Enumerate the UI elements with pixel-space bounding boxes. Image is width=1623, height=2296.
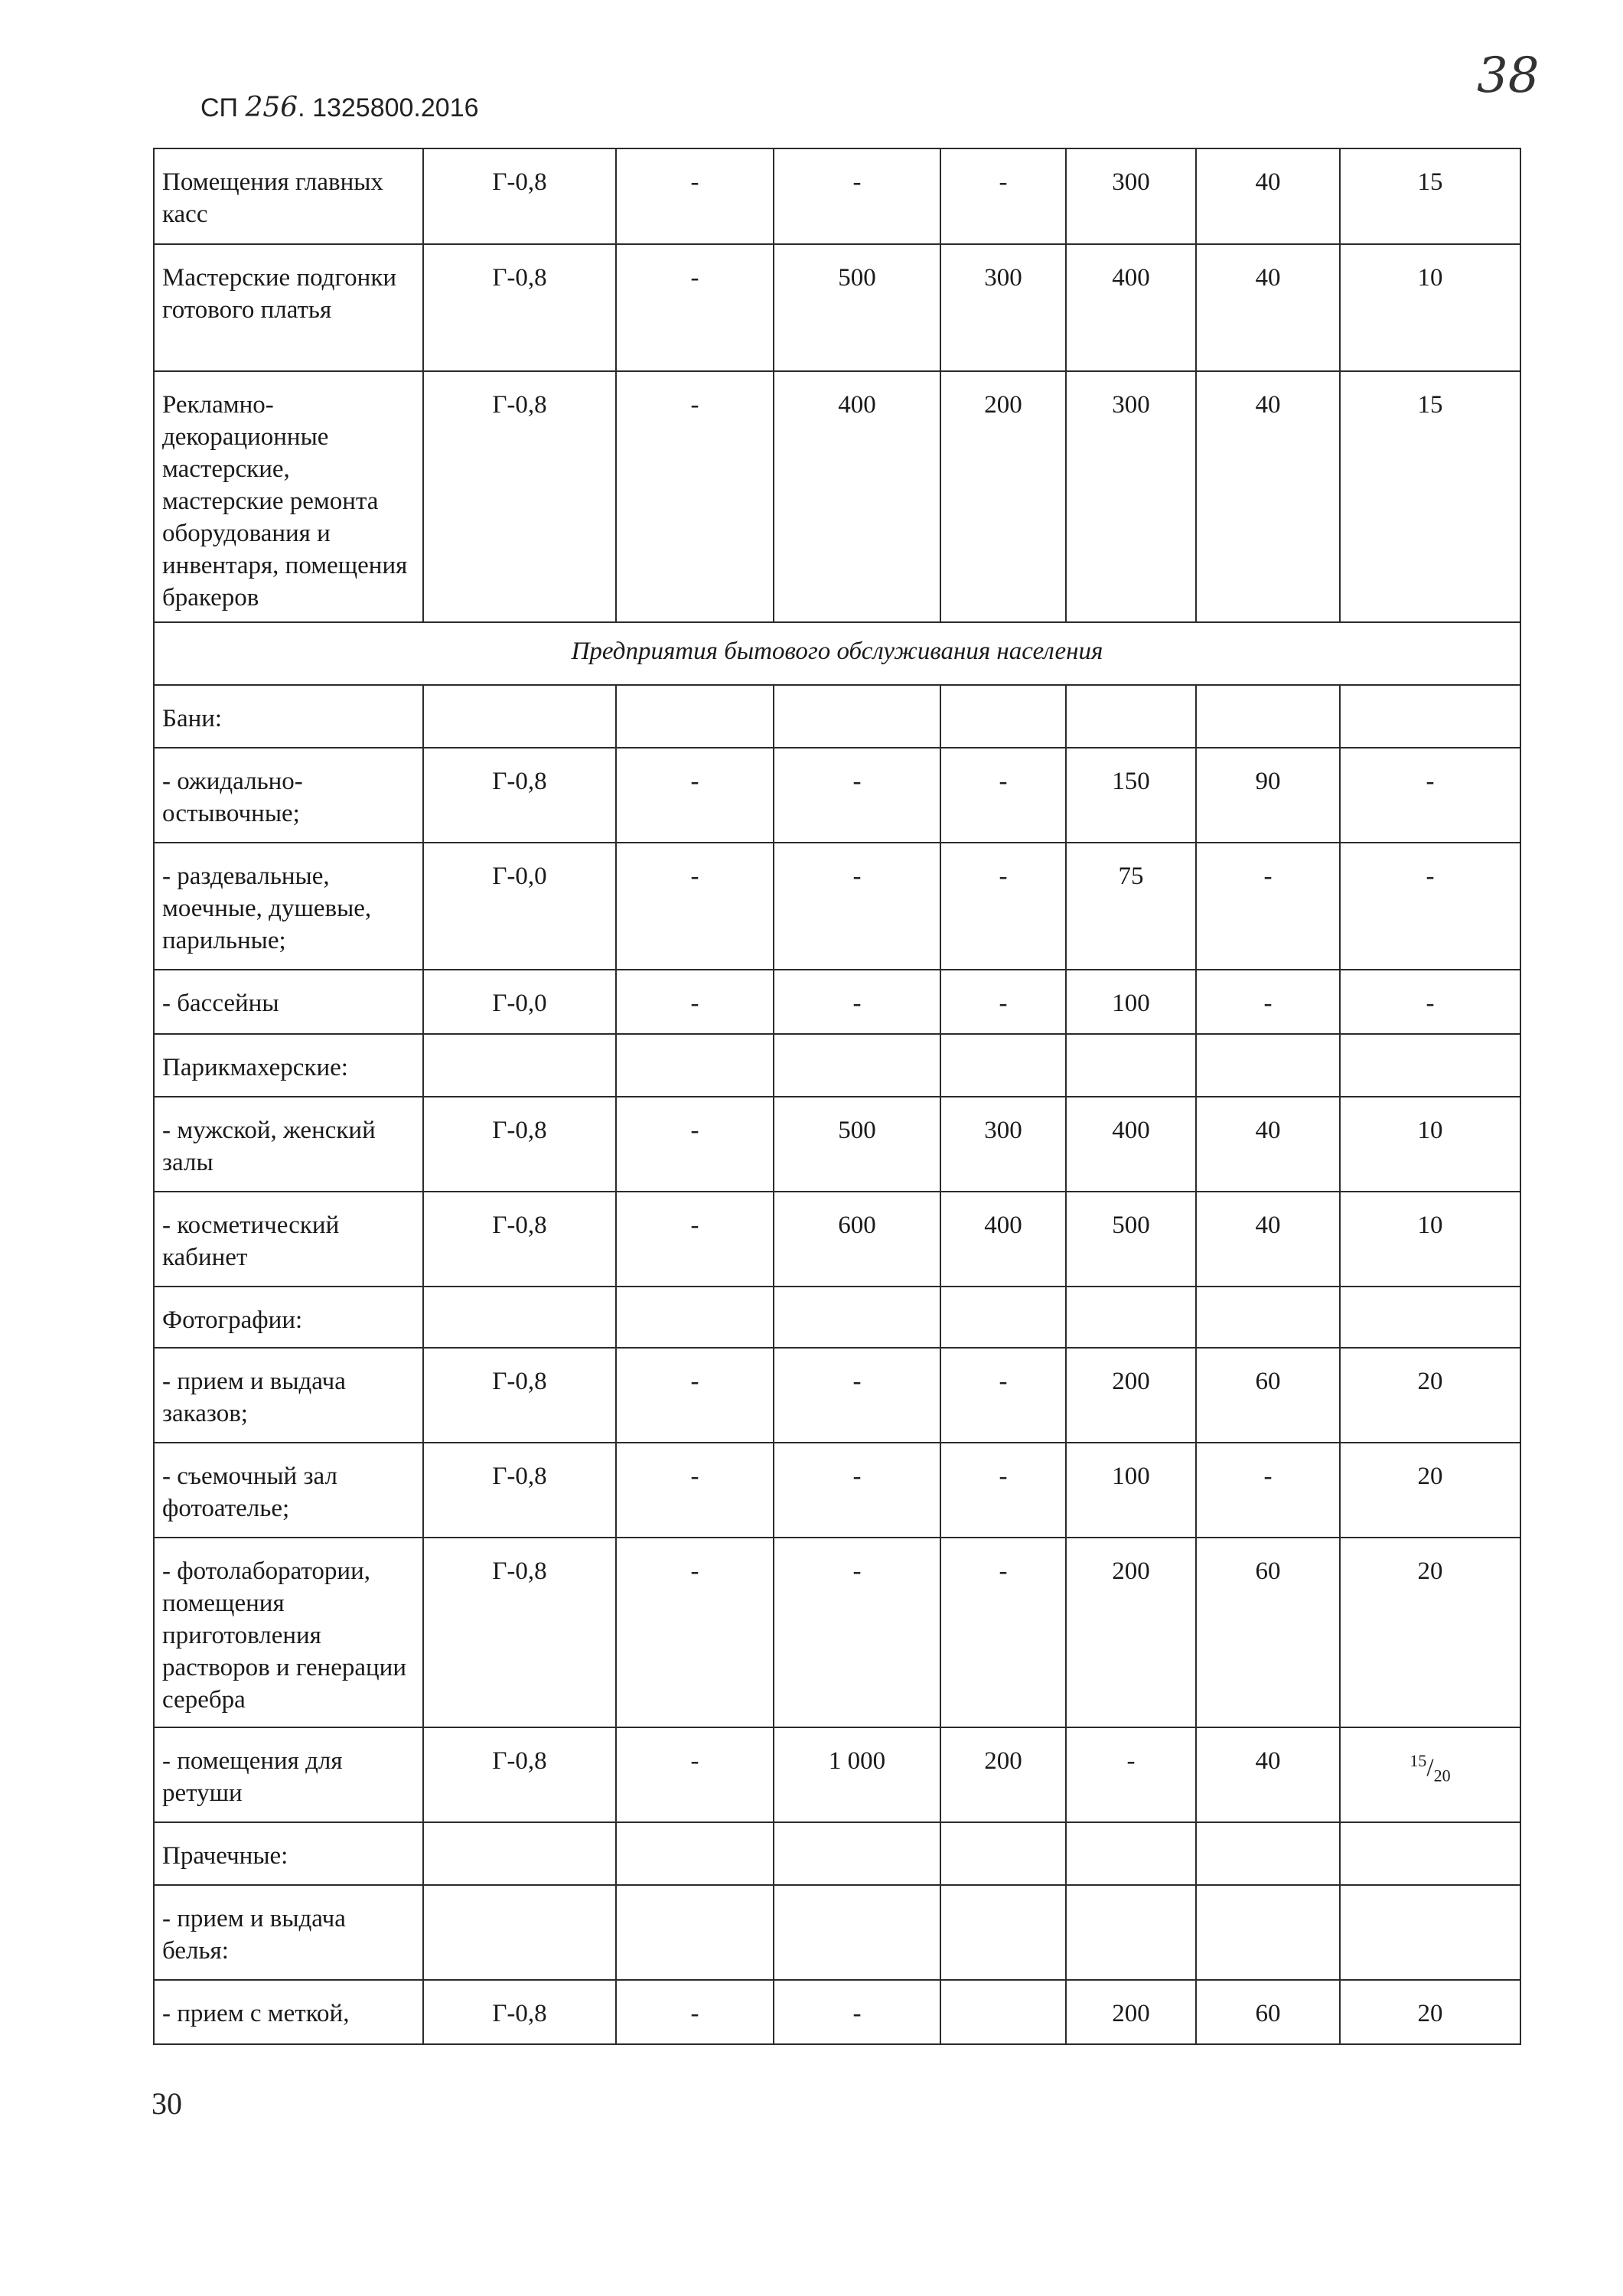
value-cell: - — [616, 1443, 774, 1538]
value-cell: 300 — [1066, 148, 1196, 244]
surface-cell: Г-0,0 — [423, 843, 616, 970]
room-name-cell: - косметический кабинет — [154, 1192, 423, 1287]
value-cell: 300 — [940, 244, 1066, 371]
handwritten-code-number: 256 — [245, 92, 298, 123]
value-cell: - — [1196, 843, 1340, 970]
table-row — [154, 1443, 1520, 1538]
table-row — [154, 1727, 1520, 1822]
value-cell: - — [774, 1443, 940, 1538]
value-cell: 150 — [1066, 748, 1196, 843]
value-cell — [616, 1822, 774, 1885]
value-cell: - — [616, 371, 774, 622]
value-cell — [940, 1287, 1066, 1348]
document-code — [200, 92, 479, 123]
room-name-cell: - прием с меткой, — [154, 1980, 423, 2044]
value-cell: 75 — [1066, 843, 1196, 970]
lighting-norms-table — [153, 148, 1521, 2045]
value-cell: - — [774, 748, 940, 843]
value-cell: - — [940, 1348, 1066, 1443]
value-cell: 200 — [940, 371, 1066, 622]
table-row — [154, 1287, 1520, 1348]
value-cell: $^{15}/_{20}$ — [1340, 1727, 1520, 1822]
room-name-cell: - помещения для ретуши — [154, 1727, 423, 1822]
value-cell — [774, 1287, 940, 1348]
surface-cell: Г-0,8 — [423, 244, 616, 371]
value-cell — [774, 1885, 940, 1980]
value-cell: 200 — [1066, 1538, 1196, 1727]
table-row — [154, 1192, 1520, 1287]
table-row — [154, 843, 1520, 970]
value-cell: - — [940, 1538, 1066, 1727]
value-cell: - — [616, 1980, 774, 2044]
surface-cell: Г-0,8 — [423, 1980, 616, 2044]
value-cell: - — [616, 1097, 774, 1192]
value-cell: - — [616, 244, 774, 371]
value-cell: 500 — [774, 244, 940, 371]
surface-cell — [423, 1885, 616, 1980]
table-row — [154, 1980, 1520, 2044]
value-cell: 1 000 — [774, 1727, 940, 1822]
surface-cell: Г-0,0 — [423, 970, 616, 1034]
value-cell: - — [1196, 970, 1340, 1034]
value-cell: 400 — [940, 1192, 1066, 1287]
value-cell — [1340, 685, 1520, 748]
value-cell: 20 — [1340, 1443, 1520, 1538]
value-cell: 300 — [940, 1097, 1066, 1192]
value-cell: - — [616, 148, 774, 244]
room-name-cell: - съемочный зал фотоателье; — [154, 1443, 423, 1538]
room-name-cell: Прачечные: — [154, 1822, 423, 1885]
value-cell — [940, 1885, 1066, 1980]
value-cell: 400 — [1066, 244, 1196, 371]
value-cell: 60 — [1196, 1980, 1340, 2044]
value-cell: 60 — [1196, 1538, 1340, 1727]
surface-cell: Г-0,8 — [423, 748, 616, 843]
section-title: Предприятия бытового обслуживания населения — [154, 622, 1520, 685]
value-cell: 40 — [1196, 1097, 1340, 1192]
value-cell: 500 — [1066, 1192, 1196, 1287]
room-name-cell: - мужской, женский залы — [154, 1097, 423, 1192]
surface-cell: Г-0,8 — [423, 1443, 616, 1538]
room-name-cell: Рекламно-декорационные мастерские, мастерские ремонта оборудования и инвентаря, помещения бракеров — [154, 371, 423, 622]
value-cell: - — [774, 1348, 940, 1443]
value-cell — [774, 685, 940, 748]
value-cell — [1340, 1885, 1520, 1980]
value-cell: 400 — [1066, 1097, 1196, 1192]
value-cell: - — [1340, 843, 1520, 970]
section-row — [154, 622, 1520, 685]
value-cell — [1066, 1287, 1196, 1348]
value-cell: 20 — [1340, 1348, 1520, 1443]
room-name-cell: - раздевальные, моечные, душевые, парильные; — [154, 843, 423, 970]
table-row — [154, 1538, 1520, 1727]
surface-cell: Г-0,8 — [423, 1192, 616, 1287]
value-cell: 100 — [1066, 1443, 1196, 1538]
surface-cell — [423, 1034, 616, 1097]
value-cell: - — [616, 1192, 774, 1287]
room-name-cell: - бассейны — [154, 970, 423, 1034]
value-cell: 200 — [940, 1727, 1066, 1822]
value-cell — [1066, 1885, 1196, 1980]
table-row — [154, 685, 1520, 748]
room-name-cell: - фотолаборатории, помещения приготовления растворов и генерации серебра — [154, 1538, 423, 1727]
value-cell — [616, 1034, 774, 1097]
room-name-cell: Помещения главных касс — [154, 148, 423, 244]
value-cell — [1066, 685, 1196, 748]
value-cell: - — [616, 1727, 774, 1822]
surface-cell: Г-0,8 — [423, 1538, 616, 1727]
value-cell — [1196, 1822, 1340, 1885]
table-body — [154, 148, 1520, 2044]
value-cell — [1196, 1034, 1340, 1097]
value-cell: 500 — [774, 1097, 940, 1192]
value-cell: 300 — [1066, 371, 1196, 622]
table-row — [154, 1885, 1520, 1980]
room-name-cell: Бани: — [154, 685, 423, 748]
value-cell: 100 — [1066, 970, 1196, 1034]
value-cell — [940, 1034, 1066, 1097]
value-cell — [1340, 1287, 1520, 1348]
value-cell — [1196, 685, 1340, 748]
value-cell: - — [616, 748, 774, 843]
value-cell: 60 — [1196, 1348, 1340, 1443]
value-cell — [616, 685, 774, 748]
value-cell: - — [774, 1980, 940, 2044]
value-cell: 20 — [1340, 1538, 1520, 1727]
surface-cell: Г-0,8 — [423, 1097, 616, 1192]
value-cell: - — [774, 148, 940, 244]
value-cell: 10 — [1340, 1097, 1520, 1192]
value-cell: - — [616, 1348, 774, 1443]
value-cell — [616, 1885, 774, 1980]
value-cell: - — [774, 1538, 940, 1727]
value-cell: - — [940, 148, 1066, 244]
room-name-cell: - ожидально-остывочные; — [154, 748, 423, 843]
value-cell: 10 — [1340, 244, 1520, 371]
value-cell — [940, 1980, 1066, 2044]
value-cell — [940, 1822, 1066, 1885]
value-cell — [1196, 1287, 1340, 1348]
table-row — [154, 244, 1520, 371]
value-cell: 40 — [1196, 1727, 1340, 1822]
surface-cell — [423, 1287, 616, 1348]
value-cell: 40 — [1196, 1192, 1340, 1287]
value-cell: 10 — [1340, 1192, 1520, 1287]
surface-cell — [423, 1822, 616, 1885]
document-code-suffix: . 1325800.2016 — [298, 93, 479, 122]
value-cell: - — [774, 843, 940, 970]
page-number: 30 — [152, 2086, 182, 2121]
value-cell: - — [616, 970, 774, 1034]
value-cell — [616, 1287, 774, 1348]
value-cell: - — [1340, 970, 1520, 1034]
value-cell: - — [940, 748, 1066, 843]
room-name-cell: Фотографии: — [154, 1287, 423, 1348]
value-cell: - — [940, 970, 1066, 1034]
value-cell: - — [1066, 1727, 1196, 1822]
value-cell — [940, 685, 1066, 748]
surface-cell: Г-0,8 — [423, 148, 616, 244]
value-cell: 200 — [1066, 1348, 1196, 1443]
room-name-cell: - прием и выдача заказов; — [154, 1348, 423, 1443]
value-cell: - — [774, 970, 940, 1034]
surface-cell — [423, 685, 616, 748]
value-cell: 400 — [774, 371, 940, 622]
table-row — [154, 970, 1520, 1034]
value-cell — [1066, 1034, 1196, 1097]
value-cell: - — [616, 843, 774, 970]
value-cell — [1066, 1822, 1196, 1885]
value-cell: 90 — [1196, 748, 1340, 843]
value-cell — [774, 1034, 940, 1097]
table-row — [154, 1097, 1520, 1192]
table-row — [154, 1822, 1520, 1885]
value-cell: 40 — [1196, 371, 1340, 622]
value-cell — [1340, 1822, 1520, 1885]
value-cell: 20 — [1340, 1980, 1520, 2044]
table-row — [154, 148, 1520, 244]
value-cell: 40 — [1196, 244, 1340, 371]
value-cell: - — [1196, 1443, 1340, 1538]
room-name-cell: - прием и выдача белья: — [154, 1885, 423, 1980]
value-cell: 40 — [1196, 148, 1340, 244]
table-row — [154, 1348, 1520, 1443]
value-cell: 200 — [1066, 1980, 1196, 2044]
document-code-prefix: СП — [200, 93, 238, 122]
table-row — [154, 371, 1520, 622]
value-cell: - — [940, 843, 1066, 970]
surface-cell: Г-0,8 — [423, 371, 616, 622]
value-cell: - — [940, 1443, 1066, 1538]
table-row — [154, 748, 1520, 843]
value-cell: - — [1340, 748, 1520, 843]
value-cell — [1196, 1885, 1340, 1980]
table-row — [154, 1034, 1520, 1097]
surface-cell: Г-0,8 — [423, 1727, 616, 1822]
room-name-cell: Парикмахерские: — [154, 1034, 423, 1097]
handwritten-sheet-number: 38 — [1477, 47, 1540, 104]
value-cell: 15 — [1340, 148, 1520, 244]
value-cell — [1340, 1034, 1520, 1097]
value-cell: - — [616, 1538, 774, 1727]
value-cell — [774, 1822, 940, 1885]
value-cell: 15 — [1340, 371, 1520, 622]
surface-cell: Г-0,8 — [423, 1348, 616, 1443]
room-name-cell: Мастерские подгонки готового платья — [154, 244, 423, 371]
value-cell: 600 — [774, 1192, 940, 1287]
